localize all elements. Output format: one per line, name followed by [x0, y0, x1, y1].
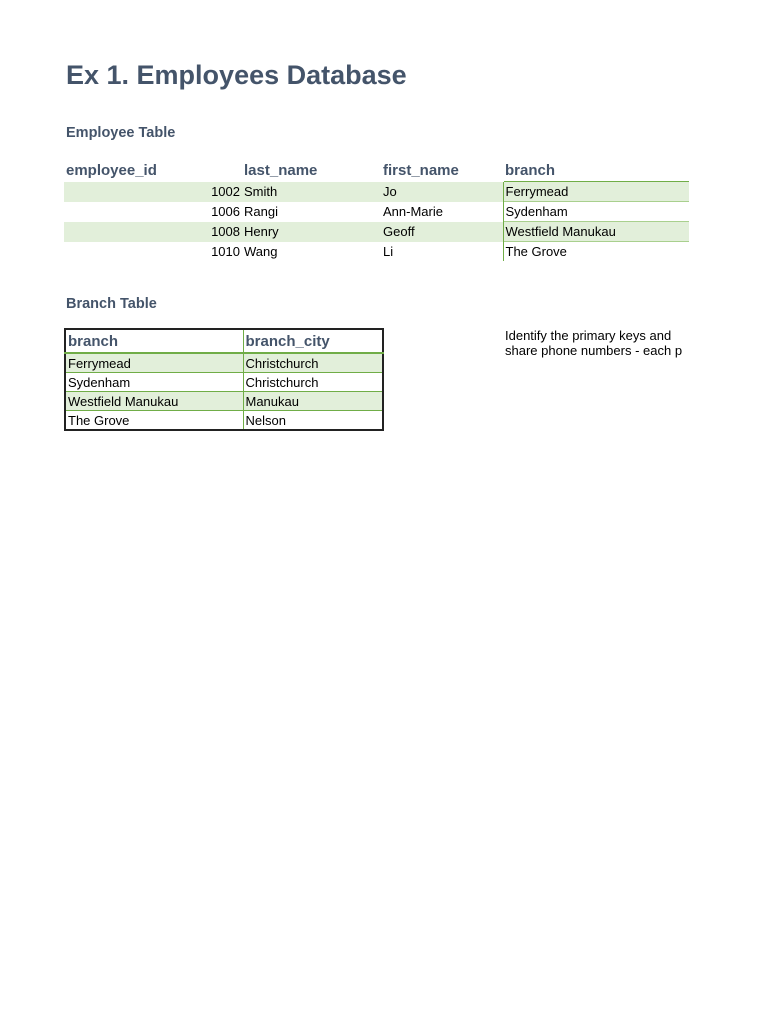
table-row	[64, 222, 689, 242]
table-row	[64, 182, 689, 202]
table-row	[65, 411, 383, 431]
employee-id-cell[interactable]: 1010	[211, 243, 240, 259]
branch-table-heading: Branch Table	[66, 296, 157, 312]
note-line[interactable]: Identify the primary keys and	[505, 328, 672, 343]
employee-table	[64, 159, 689, 261]
last-name-cell[interactable]: Wang	[244, 243, 278, 259]
table-row	[65, 353, 383, 373]
page-title: Ex 1. Employees Database	[66, 60, 407, 90]
branch-col-header[interactable]: branch	[65, 329, 243, 353]
branch-cell[interactable]: Sydenham	[503, 202, 689, 222]
employee-id-cell[interactable]: 1002	[64, 182, 242, 202]
branch-cell[interactable]: Westfield Manukau	[503, 222, 689, 242]
last-name-cell[interactable]: Smith	[242, 182, 381, 202]
branch-table	[64, 328, 384, 431]
last-name-cell[interactable]: Henry	[242, 222, 381, 242]
employee-id-cell[interactable]: 1006	[211, 204, 240, 219]
first-name-cell[interactable]: Geoff	[381, 222, 503, 242]
branch-city-cell[interactable]: Manukau	[243, 392, 383, 411]
first-name-cell[interactable]: Jo	[381, 182, 503, 202]
employee-id-cell[interactable]: 1008	[64, 222, 242, 242]
employee-col-header[interactable]: branch	[505, 161, 556, 179]
employee-header-row	[64, 159, 689, 182]
employee-col-header[interactable]: first_name	[383, 161, 459, 179]
employee-col-header[interactable]: employee_id	[66, 161, 157, 179]
table-row	[65, 392, 383, 411]
branch-name-cell[interactable]: The Grove	[65, 411, 243, 431]
employee-table-heading: Employee Table	[66, 125, 176, 141]
branch-city-col-header[interactable]: branch_city	[243, 329, 383, 353]
branch-city-cell[interactable]: Christchurch	[243, 373, 383, 392]
branch-cell[interactable]: Ferrymead	[503, 182, 689, 202]
first-name-cell[interactable]: Ann-Marie	[383, 204, 443, 219]
first-name-cell[interactable]: Li	[383, 243, 394, 259]
branch-cell[interactable]: The Grove	[503, 242, 689, 262]
table-row	[65, 373, 383, 392]
note-line[interactable]: share phone numbers - each p	[505, 343, 683, 358]
table-row	[64, 202, 689, 222]
employee-col-header[interactable]: last_name	[244, 161, 318, 179]
table-row	[64, 242, 689, 262]
branch-city-cell[interactable]: Nelson	[245, 412, 286, 428]
last-name-cell[interactable]: Rangi	[244, 204, 278, 219]
branch-name-cell[interactable]: Sydenham	[65, 373, 243, 392]
branch-header-row	[65, 329, 383, 353]
branch-name-cell[interactable]: Ferrymead	[65, 353, 243, 373]
instruction-note	[505, 328, 689, 358]
branch-name-cell[interactable]: Westfield Manukau	[65, 392, 243, 411]
branch-city-cell[interactable]: Christchurch	[243, 353, 383, 373]
